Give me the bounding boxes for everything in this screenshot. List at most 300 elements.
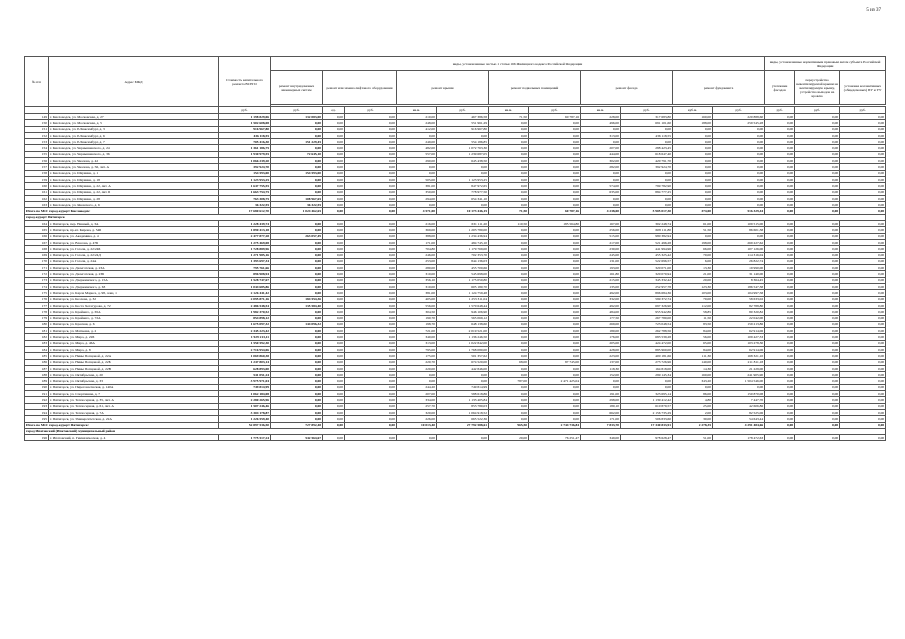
total-value: 10 173 446,15 [437, 208, 489, 214]
row-number: 177 [25, 302, 49, 308]
row-value: 0,00 [323, 359, 345, 365]
row-value: 405,00 [397, 296, 437, 302]
row-value: 0,00 [271, 340, 323, 346]
row-value: 0,00 [840, 227, 886, 233]
row-value: 884 777,25 [621, 189, 673, 195]
row-value: 313,00 [397, 340, 437, 346]
row-value: 294,00 [397, 195, 437, 201]
row-value: 0,00 [489, 195, 529, 201]
row-value: 0,00 [323, 221, 345, 227]
row-value: 0,00 [840, 195, 886, 201]
row-value: 304,50 [397, 309, 437, 315]
row-value: 0,00 [795, 372, 840, 378]
row-value: 0,00 [529, 403, 581, 409]
row-value: 0,00 [323, 372, 345, 378]
row-value: 0,00 [323, 252, 345, 258]
row-value: 0,00 [271, 221, 323, 227]
row-value: 0,00 [621, 378, 673, 384]
row-value: 0,00 [840, 416, 886, 422]
row-value: 0,00 [840, 120, 886, 126]
row-value: 160,00 [673, 372, 713, 378]
row-address: г. Кисловодск, ул. Р.Люксембург, д. 7 [49, 139, 219, 145]
row-value: 1 504 546,00 [713, 378, 765, 384]
total-value: 4 571,00 [397, 208, 437, 214]
row-value: 0,00 [345, 315, 397, 321]
row-value: 51,00 [673, 435, 713, 441]
row-value: 0,00 [529, 139, 581, 145]
row-value: 0,00 [765, 403, 795, 409]
row-value: 0,00 [271, 227, 323, 233]
row-value: 541 051,24 [219, 372, 271, 378]
row-value: 0,00 [765, 290, 795, 296]
row-value: 444,00 [581, 151, 621, 157]
row-value: 0,00 [713, 132, 765, 138]
row-value: 0,00 [840, 384, 886, 390]
row-value: 290,00 [397, 158, 437, 164]
row-value: 0,00 [673, 202, 713, 208]
row-value: 30,00 [673, 416, 713, 422]
row-value: 0,00 [345, 384, 397, 390]
row-value: 0,00 [489, 372, 529, 378]
row-value: 0,00 [840, 309, 886, 315]
row-value: 0,00 [437, 164, 489, 170]
row-value: 259 545,28 [713, 120, 765, 126]
row-value: 455 700,66 [437, 265, 489, 271]
row-value: 1 247 803,14 [219, 359, 271, 365]
row-value: 0,00 [765, 258, 795, 264]
row-address: г. Кисловодск, ул. Шаумяна, д. 1 [49, 170, 219, 176]
unit-cell: руб. [271, 107, 323, 114]
row-value: 0,00 [345, 126, 397, 132]
row-address: г. Кисловодск, ул. Р.Люксембург, д. 6 [49, 132, 219, 138]
row-value: 0,00 [323, 126, 345, 132]
row-address: г. Пятигорск, ул. Дзержинского, д. 63 [49, 284, 219, 290]
row-value: 83,50 [673, 321, 713, 327]
row-value: 1 123 953,25 [219, 176, 271, 182]
row-value: 0,00 [765, 378, 795, 384]
row-address: г. Пятигорск, ул. Академика, д. 4 [49, 233, 219, 239]
row-value: 0,00 [489, 132, 529, 138]
row-value: 217,00 [581, 239, 621, 245]
row-value: 0,00 [673, 132, 713, 138]
row-value: 0,00 [345, 403, 397, 409]
row-number: 178 [25, 309, 49, 315]
row-value: 21,00 [673, 271, 713, 277]
row-value: 178 472,63 [713, 435, 765, 441]
row-value: 0,00 [621, 139, 673, 145]
row-value: 0,00 [529, 315, 581, 321]
row-value: 180,10 [581, 403, 621, 409]
row-value: 0,00 [529, 340, 581, 346]
row-value: 0,00 [765, 239, 795, 245]
row-value: 0,00 [489, 290, 529, 296]
units-blank [49, 107, 219, 114]
row-value: 787,00 [489, 378, 529, 384]
total-value: 516 329,44 [713, 208, 765, 214]
row-address: г. Пятигорск, ул. Гоголя, д. 22/24Д [49, 252, 219, 258]
row-address: г. Пятигорск, ул. Теплосерная, д. 61, лит. А [49, 403, 219, 409]
row-value: 87 745,00 [529, 359, 581, 365]
row-value: 0,00 [323, 284, 345, 290]
row-value: 0,00 [271, 252, 323, 258]
row-value: 721,00 [397, 328, 437, 334]
row-number: 154 [25, 145, 49, 151]
row-value: 0,00 [323, 384, 345, 390]
row-value: 0,00 [489, 151, 529, 157]
row-value: 0,00 [397, 435, 437, 441]
row-value: 0,00 [345, 309, 397, 315]
row-value: 0,00 [345, 271, 397, 277]
row-value: 0,00 [489, 183, 529, 189]
row-value: 674 520,00 [437, 359, 489, 365]
row-value: 0,00 [529, 158, 581, 164]
row-value: 0,00 [621, 195, 673, 201]
row-value: 185 564,80 [529, 221, 581, 227]
row-value: 1 768 080,00 [437, 346, 489, 352]
row-value: 0,00 [673, 176, 713, 182]
row-value: 0,00 [840, 284, 886, 290]
row-value: 1 550 592,30 [219, 340, 271, 346]
row-value: 150 870,08 [713, 391, 765, 397]
row-value: 484 745,10 [437, 239, 489, 245]
row-value: 0,00 [323, 378, 345, 384]
row-value: 0,00 [271, 290, 323, 296]
row-value: 0,00 [529, 151, 581, 157]
row-value: 0,00 [529, 126, 581, 132]
row-value: 3 975 971,04 [219, 378, 271, 384]
row-value: 428,00 [581, 346, 621, 352]
row-value: 0,00 [840, 114, 886, 120]
row-value: 0,00 [271, 346, 323, 352]
row-value: 0,00 [765, 139, 795, 145]
row-number: 196 [25, 435, 49, 441]
row-value: 0,00 [840, 221, 886, 227]
col-total-header: Стоимость капитального ремонта ВСЕГО [219, 57, 271, 107]
row-address: г. Кисловодск, ул. Московская, д. 27 [49, 114, 219, 120]
row-value: 198,70 [397, 321, 437, 327]
row-value: 0,00 [489, 227, 529, 233]
row-value: 0,00 [437, 132, 489, 138]
row-value: 0,00 [795, 340, 840, 346]
total-value: 0,00 [795, 422, 840, 428]
row-value: 1 226 559,40 [219, 416, 271, 422]
row-value: 168 321,10 [713, 353, 765, 359]
group-region-header: виды, установленные нормативным правовым актом субъекта Российской Федерации [765, 57, 886, 71]
row-value: 496,00 [581, 120, 621, 126]
row-value: 0,00 [489, 315, 529, 321]
row-value: 0,00 [529, 227, 581, 233]
total-value: 2 278,35 [673, 422, 713, 428]
row-value: 0,00 [271, 277, 323, 283]
row-value: 0,00 [765, 151, 795, 157]
row-address: г. Пятигорск, ул. Теплосерная, д. 35, лит. А [49, 397, 219, 403]
row-value: 0,00 [765, 416, 795, 422]
row-value: 0,00 [529, 265, 581, 271]
row-value: 0,00 [713, 151, 765, 157]
row-address: г. Пятигорск, ул. Коста Хетагурова, д. 72 [49, 302, 219, 308]
row-value: 86,00 [673, 391, 713, 397]
row-address: г. Пятигорск, ул. Нины Попцовой, д. 22Б [49, 359, 219, 365]
row-number: 157 [25, 164, 49, 170]
row-value: 0,00 [489, 120, 529, 126]
row-value: 0,00 [271, 126, 323, 132]
row-value: 0,00 [271, 258, 323, 264]
row-value: 0,00 [529, 353, 581, 359]
row-value: 0,00 [765, 302, 795, 308]
row-value: 118,30 [581, 365, 621, 371]
row-value: 0,00 [397, 378, 437, 384]
row-value: 916 967,80 [219, 126, 271, 132]
row-value: 0,00 [795, 284, 840, 290]
row-number: 193 [25, 403, 49, 409]
row-number: 152 [25, 132, 49, 138]
row-value: 0,00 [489, 391, 529, 397]
row-value: 0,00 [795, 290, 840, 296]
col-roof-header: ремонт крыши [397, 71, 489, 105]
row-value: 0,00 [323, 183, 345, 189]
row-value: 0,00 [345, 176, 397, 182]
row-value: 220,00 [397, 365, 437, 371]
row-value: 193,00 [581, 265, 621, 271]
row-address: г. Пятигорск, ул. Мира, д. 22Б [49, 334, 219, 340]
row-value: 241 905,90 [713, 372, 765, 378]
row-value: 885 960,00 [621, 346, 673, 352]
row-value: 702 353,70 [437, 252, 489, 258]
row-value: 56,00 [673, 334, 713, 340]
row-value: 0,00 [840, 176, 886, 182]
row-value: 0,00 [840, 346, 886, 352]
row-address: г. Пятигорск, ул. Карла Маркса, д. 98, секц. 1 [49, 290, 219, 296]
row-value: 0,00 [795, 170, 840, 176]
row-value: 104 997,58 [713, 290, 765, 296]
row-value: 388,00 [397, 233, 437, 239]
row-value: 0,00 [840, 397, 886, 403]
row-value: 0,00 [271, 309, 323, 315]
row-value: 249,00 [397, 139, 437, 145]
row-value: 0,00 [795, 139, 840, 145]
col-insulation-header: утепление фасадов [765, 71, 795, 105]
row-value: 0,00 [323, 195, 345, 201]
col-basement-header: ремонт подвальных помещений [489, 71, 581, 105]
row-value: 1 930 979,55 [219, 151, 271, 157]
group-law-header: виды, установленные частью 1 статьи 166 Жилищного кодекса Российской Федерации [271, 57, 765, 71]
row-value: 0,00 [489, 409, 529, 415]
row-value: 164 818,00 [621, 365, 673, 371]
row-value: 0,00 [840, 409, 886, 415]
row-value: 86 601,38 [713, 227, 765, 233]
row-value: 0,00 [345, 378, 397, 384]
row-value: 0,00 [529, 233, 581, 239]
row-value: 70,00 [673, 252, 713, 258]
row-value: 0,00 [765, 284, 795, 290]
row-value: 317 683,80 [621, 114, 673, 120]
row-value: 505,00 [397, 176, 437, 182]
row-value: 0,00 [529, 365, 581, 371]
row-value: 0,00 [323, 409, 345, 415]
row-value: 763 308,75 [219, 195, 271, 201]
row-value: 313,00 [581, 132, 621, 138]
row-value: 0,00 [840, 403, 886, 409]
row-value: 1 663 754,75 [219, 189, 271, 195]
row-value: 299 145,34 [621, 372, 673, 378]
row-value: 252 957,78 [621, 284, 673, 290]
row-value: 0,00 [765, 189, 795, 195]
total-value: 7 833,70 [581, 422, 621, 428]
row-value: 0,00 [673, 145, 713, 151]
row-value: 1 066 239,20 [219, 158, 271, 164]
row-value: 0,00 [345, 296, 397, 302]
row-value: 0,00 [489, 277, 529, 283]
row-value: 0,00 [271, 372, 323, 378]
row-value: 253,00 [397, 258, 437, 264]
row-value: 0,00 [795, 302, 840, 308]
row-value: 0,00 [795, 246, 840, 252]
row-value: 0,00 [529, 202, 581, 208]
row-value: 588 618,86 [437, 391, 489, 397]
row-value: 0,00 [765, 321, 795, 327]
row-address: г. Ипатовский, п. Гимназическая, д. 4 [49, 435, 219, 441]
row-value: 257,70 [397, 403, 437, 409]
row-value: 66,00 [673, 246, 713, 252]
row-value: 6,00 [673, 258, 713, 264]
row-value: 441 994,96 [621, 246, 673, 252]
row-value: 0,00 [673, 151, 713, 157]
row-value: 332,00 [581, 296, 621, 302]
row-value: 0,00 [271, 353, 323, 359]
row-value: 400 181,66 [621, 353, 673, 359]
row-value: 103 278,30 [713, 340, 765, 346]
row-number: 188 [25, 372, 49, 378]
row-number: 165 [25, 227, 49, 233]
row-value: 631 111,20 [437, 221, 489, 227]
row-number: 166 [25, 233, 49, 239]
row-value: 0,00 [529, 120, 581, 126]
row-value: 0,00 [621, 170, 673, 176]
row-value: 436 118,55 [621, 132, 673, 138]
row-value: 0,00 [765, 145, 795, 151]
row-value: 0,00 [271, 265, 323, 271]
row-value: 0,00 [489, 296, 529, 302]
row-address: г. Пятигорск, ул. Октябрьская, д. 20 [49, 372, 219, 378]
row-address: г. Кисловодск, ул. Чкалова, д. 42 [49, 158, 219, 164]
row-value: 0,00 [323, 176, 345, 182]
row-value: 82 788,80 [713, 302, 765, 308]
row-value: 0,00 [765, 202, 795, 208]
row-value: 108 967,65 [271, 195, 323, 201]
row-value: 0,00 [323, 391, 345, 397]
row-value: 0,00 [795, 176, 840, 182]
row-value: 0,00 [581, 170, 621, 176]
total-value: 27 792 588,61 [437, 422, 489, 428]
row-value: 269 227,62 [713, 239, 765, 245]
unit-cell: кв.м. [581, 107, 621, 114]
row-value: 2 477 877,28 [219, 233, 271, 239]
row-address: г. Пятигорск, ул. Теплосерная, д. 7А [49, 409, 219, 415]
row-value: 574,00 [581, 183, 621, 189]
row-value: 256,00 [581, 227, 621, 233]
unit-cell: руб. [437, 107, 489, 114]
row-value: 68,00 [489, 359, 529, 365]
row-number: 194 [25, 409, 49, 415]
row-value: 0,00 [345, 164, 397, 170]
row-value: 0,00 [840, 183, 886, 189]
row-value: 1 570 648,44 [437, 302, 489, 308]
row-value: 0,00 [795, 391, 840, 397]
row-value: 3 304 178,87 [219, 409, 271, 415]
total-value: 0,00 [765, 208, 795, 214]
row-address: г. Пятигорск, ул. Университетская, д. 22А [49, 416, 219, 422]
row-value: 0,00 [795, 277, 840, 283]
row-value: 0,00 [765, 296, 795, 302]
row-value: 26 822,74 [713, 258, 765, 264]
row-value: 0,00 [529, 239, 581, 245]
row-value: 320,00 [397, 409, 437, 415]
row-value: 343,20 [673, 378, 713, 384]
row-value: 0,00 [840, 265, 886, 271]
row-value: 0,00 [713, 158, 765, 164]
row-value: 723 048,54 [621, 321, 673, 327]
row-number: 181 [25, 328, 49, 334]
row-value: 0,00 [673, 195, 713, 201]
row-value: 76 251,47 [529, 435, 581, 441]
row-number: 167 [25, 239, 49, 245]
row-value: 54 643,44 [713, 416, 765, 422]
row-address: г. Пятигорск, ул. Делегатская, д. 23Б [49, 271, 219, 277]
row-value: 191,00 [581, 391, 621, 397]
row-value: 0,00 [795, 233, 840, 239]
row-value: 4,80 [673, 397, 713, 403]
row-address: г. Кисловодск, ул. Московская, д. 5 [49, 120, 219, 126]
total-value: 71,50 [489, 208, 529, 214]
row-value: 0,00 [345, 409, 397, 415]
row-value: 20,00 [489, 435, 529, 441]
row-value: 1 198 829,06 [219, 114, 271, 120]
row-value: 1 064 918,52 [437, 409, 489, 415]
row-value: 1 022 842,00 [437, 340, 489, 346]
row-value: 109 427,33 [713, 334, 765, 340]
row-value: 0,00 [489, 284, 529, 290]
row-value: 506 833,60 [621, 416, 673, 422]
row-value: 154 593,00 [219, 170, 271, 176]
row-value: 0,00 [489, 164, 529, 170]
row-value: 263 057,49 [271, 233, 323, 239]
total-value: 0,00 [323, 422, 345, 428]
row-value: 0,00 [621, 176, 673, 182]
row-value: 2 156 735,29 [621, 409, 673, 415]
total-value: 1 024 462,65 [271, 208, 323, 214]
row-value: 0,00 [840, 296, 886, 302]
row-value: 310,00 [397, 284, 437, 290]
row-value: 280,00 [397, 265, 437, 271]
row-value: 0,00 [529, 252, 581, 258]
row-value: 14,30 [673, 365, 713, 371]
total-value: 0,00 [323, 208, 345, 214]
row-value: 1 507 246,46 [219, 403, 271, 409]
row-value: 1 234 436,94 [437, 233, 489, 239]
row-value: 0,00 [840, 258, 886, 264]
row-value: 492,00 [581, 302, 621, 308]
row-value: 216,00 [397, 221, 437, 227]
row-value: 0,00 [489, 321, 529, 327]
row-address: г. Кисловодск, ул. Чкалова, д. 56, лит. А [49, 164, 219, 170]
row-value: 273 726,96 [621, 359, 673, 365]
row-value: 0,00 [795, 265, 840, 271]
total-value: 10 013,40 [397, 422, 437, 428]
row-number: 170 [25, 258, 49, 264]
row-value: 0,00 [529, 183, 581, 189]
row-value: 1 528 747,67 [219, 277, 271, 283]
row-value: 0,00 [621, 202, 673, 208]
